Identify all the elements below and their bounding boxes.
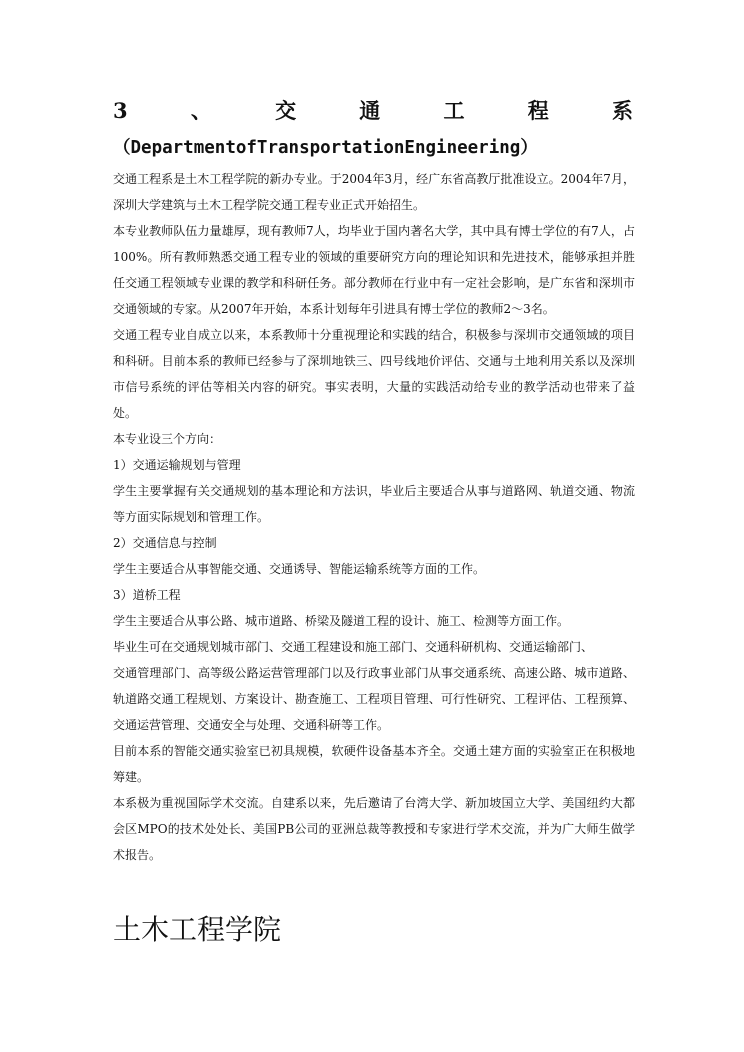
paragraph: 3）道桥工程 [113,588,181,602]
heading-char: 交 [275,98,297,123]
heading-char: 3 [113,97,128,123]
heading-char: 系 [611,98,633,123]
paragraph: 学生主要适合从事公路、城市道路、桥梁及隧道工程的设计、施工、检测等方面工作。 [113,614,570,628]
heading-char: 、 [190,98,212,123]
paragraph: 目前本系的智能交通实验室已初具规模，软硬件设备基本齐全。交通土建方面的实验室正在积极地筹建。 [113,744,635,784]
english-subtitle: （DepartmentofTransportationEngineering） [113,138,538,158]
paragraph: 本专业教师队伍力量雄厚，现有教师7人，均毕业于国内著名大学，其中具有博士学位的有7人，占100%。所有教师熟悉交通工程专业的领域的重要研究方向的理论知识和先进技术，能够承担并胜任交通工程领域专业课的教学和科研任务。部分教师在行业中有一定社会影响，是广东省和深圳市交通领域的专家。从2007年开始，本系计划每年引进具有博士学位的教师2～3名。 [113,224,635,316]
section-heading [113,94,633,126]
paragraph: 毕业生可在交通规划城市部门、交通工程建设和施工部门、交通科研机构、交通运输部门、 [113,640,594,654]
paragraph: 交通工程专业自成立以来，本系教师十分重视理论和实践的结合，积极参与深圳市交通领域的项目和科研。目前本系的教师已经参与了深圳地铁三、四号线地价评估、交通与土地利用关系以及深圳市信号系统的评估等相关内容的研究。事实表明，大量的实践活动给专业的教学活动也带来了益处。 [113,328,635,420]
paragraph: 1）交通运输规划与管理 [113,458,241,472]
paragraph: 学生主要掌握有关交通规划的基本理论和方法识，毕业后主要适合从事与道路网、轨道交通、物流等方面实际规划和管理工作。 [113,484,635,524]
paragraph: 本系极为重视国际学术交流。自建系以来，先后邀请了台湾大学、新加坡国立大学、美国纽约大都会区MPO的技术处处长、美国PB公司的亚洲总裁等教授和专家进行学术交流，并为广大师生做学术报告。 [113,796,635,862]
paragraph: 2）交通信息与控制 [113,536,217,550]
heading-char: 程 [527,98,549,123]
paragraph: 交通工程系是土木工程学院的新办专业。于2004年3月，经广东省高教厅批准设立。2004年7月，深圳大学建筑与土木工程学院交通工程专业正式开始招生。 [113,172,635,212]
body-text [113,166,635,868]
paragraph: 学生主要适合从事智能交通、交通诱导、智能运输系统等方面的工作。 [113,562,486,576]
paragraph: 交通管理部门、高等级公路运营管理部门以及行政事业部门从事交通系统、高速公路、城市道路、轨道路交通工程规划、方案设计、勘查施工、工程项目管理、可行性研究、工程评估、工程预算、交通运营管理、交通安全与处理、交通科研等工作。 [113,666,635,732]
heading-char: 工 [443,98,465,123]
heading-char: 通 [359,98,381,123]
footer-title: 土木工程学院 [113,913,282,946]
paragraph: 本专业设三个方向： [113,432,222,446]
